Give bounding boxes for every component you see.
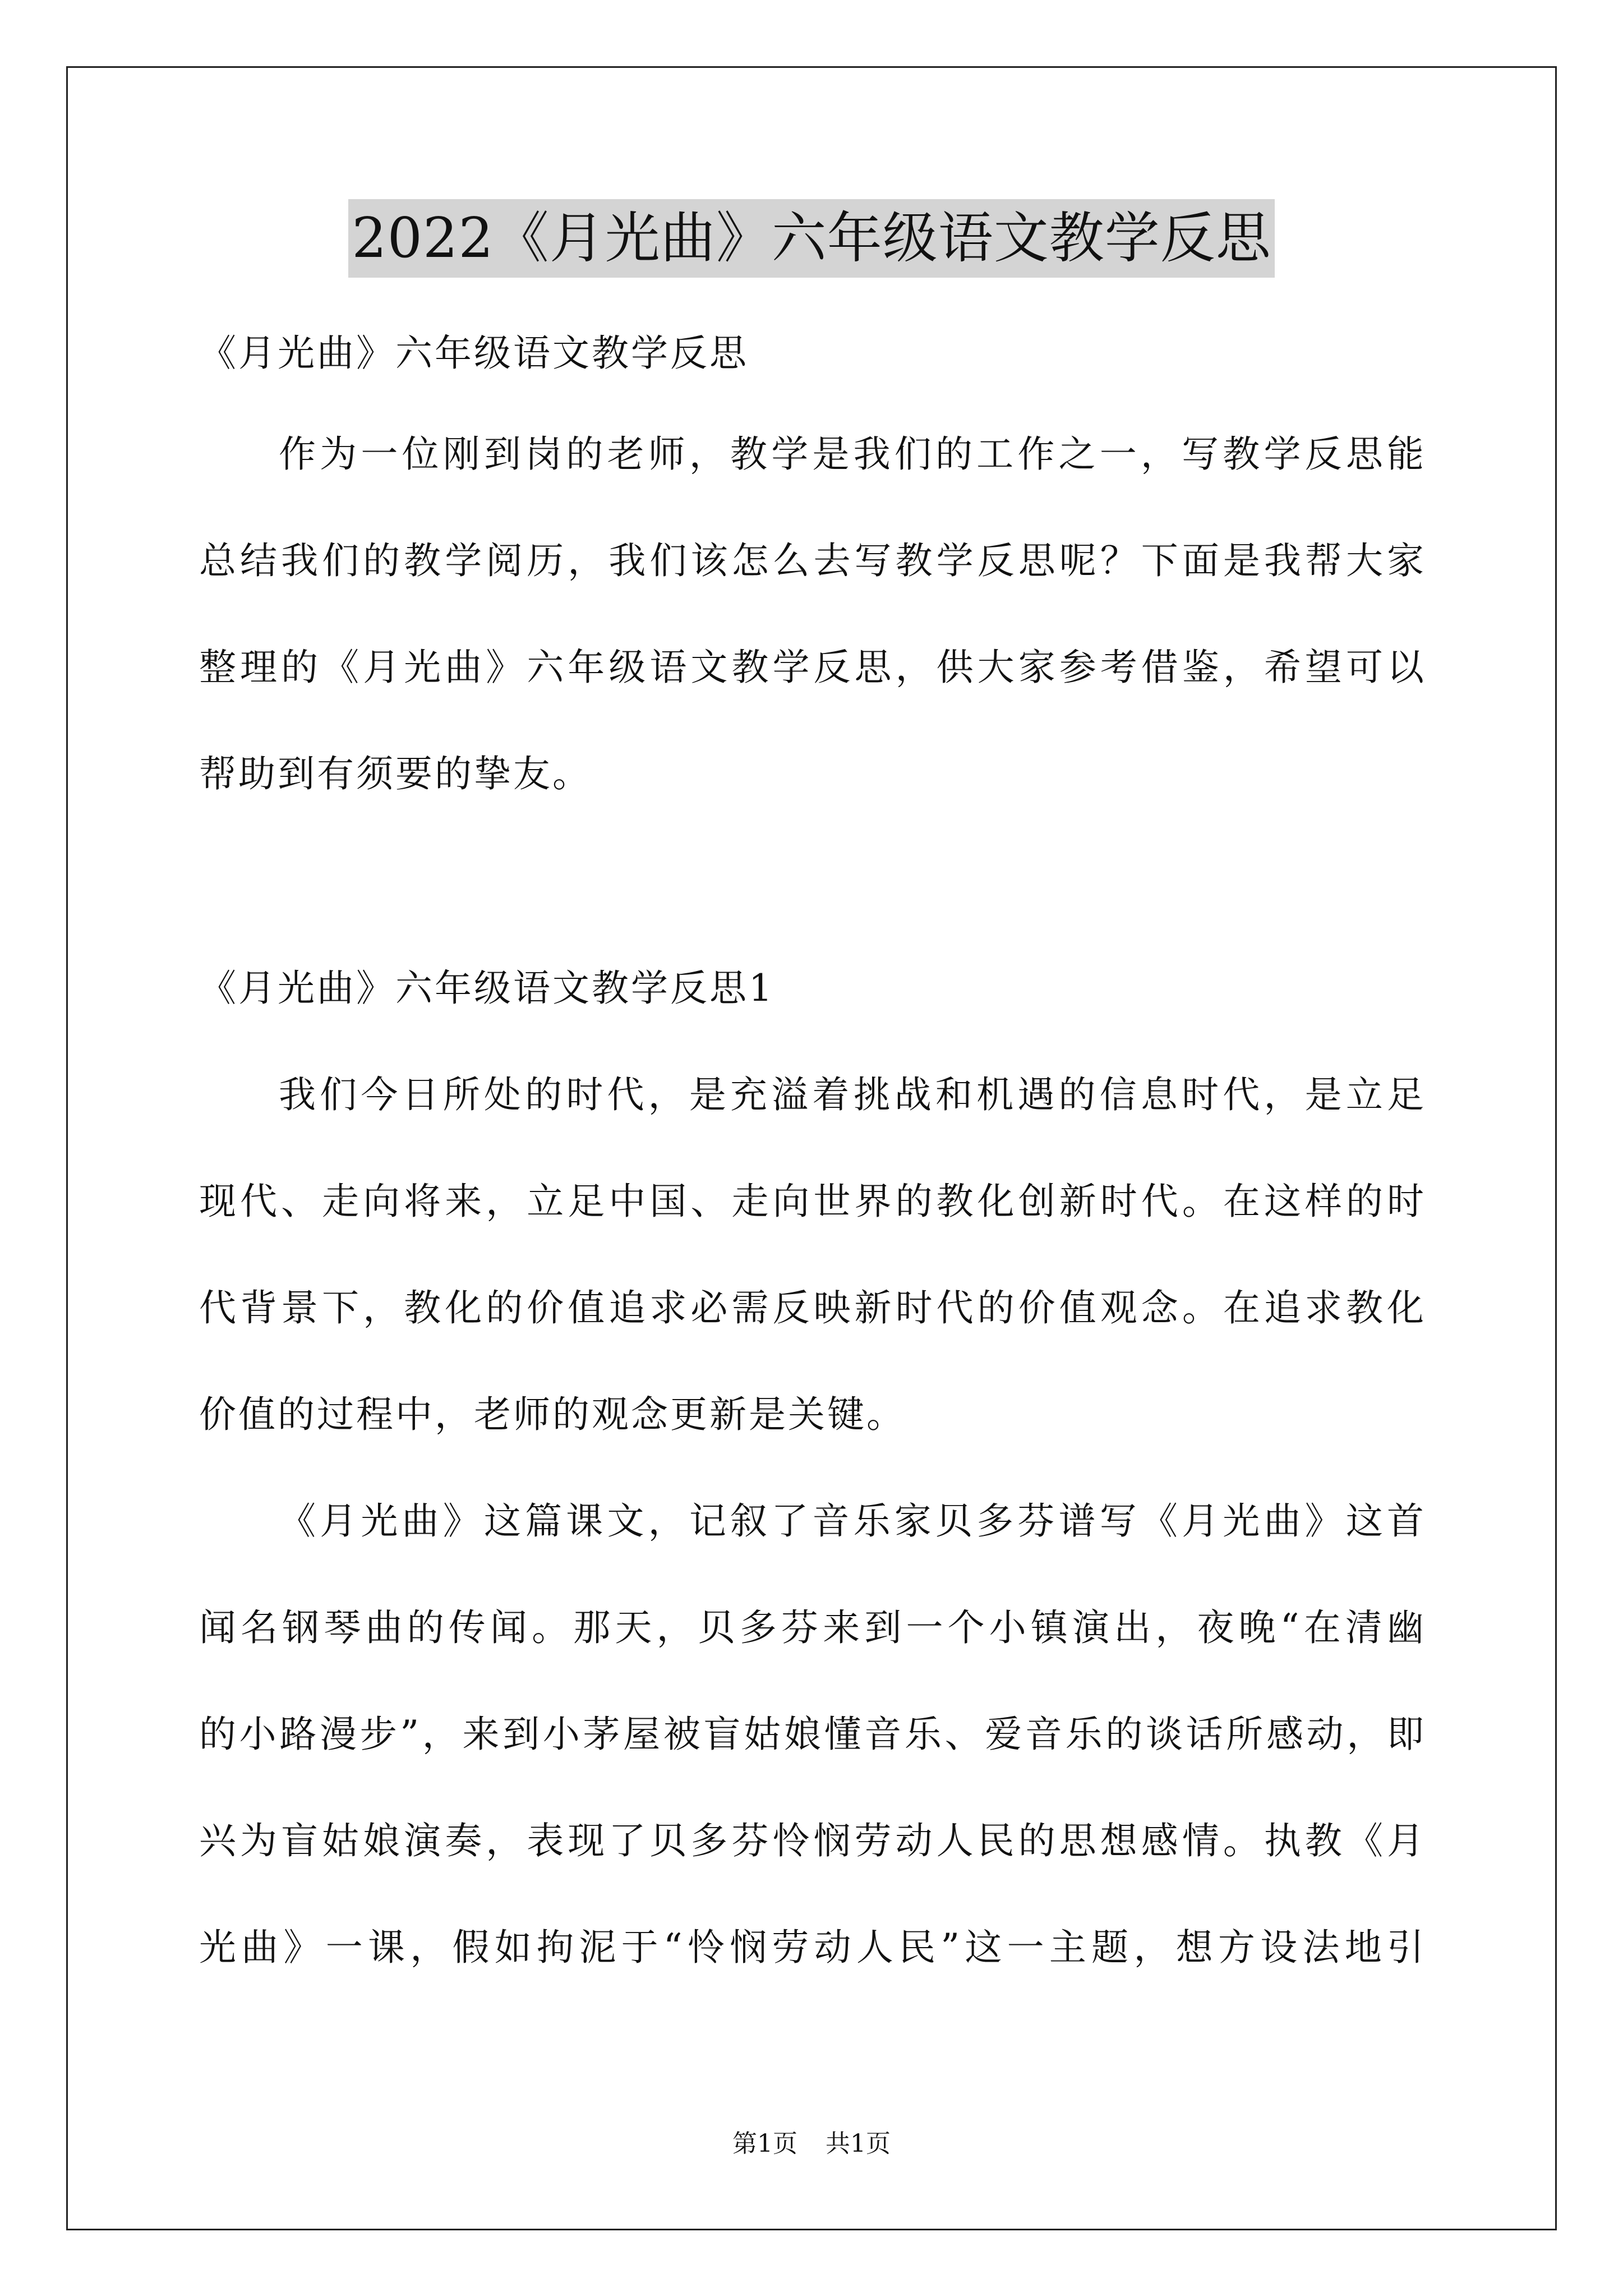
- page-total: 共1页: [826, 2129, 891, 2158]
- section-heading: 《月光曲》六年级语文教学反思: [199, 332, 749, 375]
- paragraph-line: 光曲》一课，假如拘泥于“怜悯劳动人民”这一主题，想方设法地引: [199, 1926, 1426, 1969]
- paragraph-line: 我们今日所处的时代，是充溢着挑战和机遇的信息时代，是立足: [279, 1073, 1426, 1116]
- document-body: [199, 325, 1426, 1976]
- section-heading-1: 《月光曲》六年级语文教学反思1: [199, 967, 774, 1010]
- paragraph-line: 的小路漫步”，来到小茅屋被盲姑娘懂音乐、爱音乐的谈话所感动，即: [199, 1713, 1426, 1756]
- paragraph-1: [199, 1067, 1426, 1443]
- paragraph-line: 闻名钢琴曲的传闻。那天，贝多芬来到一个小镇演出，夜晚“在清幽: [199, 1606, 1426, 1649]
- paragraph-line: 《月光曲》这篇课文，记叙了音乐家贝多芬谱写《月光曲》这首: [279, 1499, 1426, 1543]
- page-number: 第1页: [732, 2129, 797, 2158]
- paragraph-line: 兴为盲姑娘演奏，表现了贝多芬怜悯劳动人民的思想感情。执教《月: [199, 1819, 1426, 1862]
- paragraph-line: 价值的过程中，老师的观念更新是关键。: [199, 1393, 906, 1436]
- title-container: [0, 199, 1623, 278]
- paragraph-line: 整理的《月光曲》六年级语文教学反思，供大家参考借鉴，希望可以: [199, 646, 1426, 689]
- paragraph-line: 作为一位刚到岗的老师，教学是我们的工作之一，写教学反思能: [279, 432, 1426, 476]
- paragraph-line: 代背景下，教化的价值追求必需反映新时代的价值观念。在追求教化: [199, 1286, 1426, 1329]
- intro-paragraph: [199, 426, 1426, 802]
- page-footer: [0, 2127, 1623, 2161]
- paragraph-line: 现代、走向将来，立足中国、走向世界的教化创新时代。在这样的时: [199, 1180, 1426, 1223]
- paragraph-line: 总结我们的教学阅历，我们该怎么去写教学反思呢？下面是我帮大家: [199, 539, 1426, 582]
- paragraph-2: [199, 1493, 1426, 1976]
- document-title: 2022《月光曲》六年级语文教学反思: [348, 199, 1274, 278]
- paragraph-line: 帮助到有须要的挚友。: [199, 752, 592, 795]
